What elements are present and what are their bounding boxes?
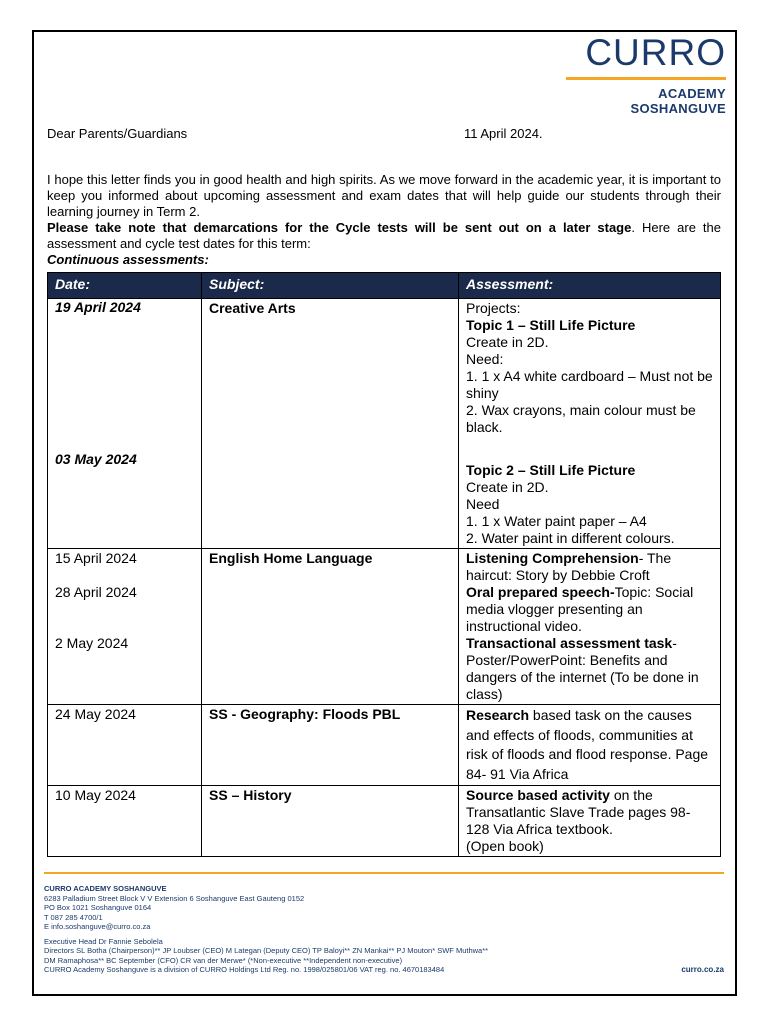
header-subject: Subject: bbox=[202, 273, 459, 299]
footer-email: E info.soshanguve@curro.co.za bbox=[44, 922, 151, 931]
footer-divider bbox=[44, 872, 724, 874]
row-assessment-cell bbox=[459, 705, 721, 786]
assessment-line: Topic 2 – Still Life Picture bbox=[466, 462, 636, 478]
row-date-cell: 24 May 2024 bbox=[48, 705, 202, 786]
intro-paragraph: I hope this letter finds you in good health and high spirits. As we move forward in the academic year, it is important to keep you informed about upcoming assessment and exam dates that will help guide our students through their learning journey in Term 2. bbox=[47, 172, 721, 219]
assessment-line: Topic 1 – Still Life Picture bbox=[466, 317, 636, 333]
table-row bbox=[48, 705, 721, 786]
letter-date: 11 April 2024. bbox=[464, 126, 543, 141]
logo-wordmark: CURRO bbox=[585, 32, 726, 73]
date-spacer bbox=[55, 618, 194, 635]
assessment-text: on the Transatlantic Slave Trade pages 98-128 Via Africa textbook. bbox=[466, 787, 691, 837]
footer-directors-cont: DM Ramaphosa** BC September (CFO) CR van der Merwe* (*Non-executive **Independent non-executive) bbox=[44, 955, 403, 965]
assessment-line bbox=[466, 550, 713, 584]
assessment-text: Topic: Social media vlogger presenting an instructional video. bbox=[466, 584, 694, 634]
row-assessment-cell bbox=[459, 299, 721, 549]
assessment-line: Projects: bbox=[466, 300, 521, 316]
table-row bbox=[48, 786, 721, 857]
assessment-line bbox=[466, 635, 713, 703]
assessment-bold: Transactional assessment task bbox=[466, 635, 673, 651]
date-entry: 03 May 2024 bbox=[55, 451, 137, 467]
assessment-text: based task on the causes and effects of floods, communities at risk of floods and flood response. Page 84- 91 Via Africa bbox=[466, 707, 709, 782]
assessment-line: Create in 2D. bbox=[466, 479, 549, 495]
note-rest: . Here are the assessment and cycle test dates for this term: bbox=[47, 220, 721, 251]
assessment-table bbox=[47, 272, 721, 857]
assessment-bold: Source based activity bbox=[466, 787, 610, 803]
assessment-line: Create in 2D. bbox=[466, 334, 549, 350]
footer-title: CURRO ACADEMY SOSHANGUVE bbox=[44, 884, 167, 893]
row-date-cell bbox=[48, 299, 202, 549]
footer-po-box: PO Box 1021 Soshanguve 0164 bbox=[44, 903, 152, 912]
date-entry: 2 May 2024 bbox=[55, 635, 129, 651]
date-entry: 15 April 2024 bbox=[55, 550, 137, 566]
row-subject-cell: Creative Arts bbox=[202, 299, 459, 549]
assessment-line: 2. Wax crayons, main colour must be black. bbox=[466, 402, 696, 435]
logo-subtitle-campus: SOSHANGUVE bbox=[630, 101, 726, 116]
footer-website: curro.co.za bbox=[681, 965, 724, 974]
table-header-row bbox=[48, 273, 721, 299]
assessment-spacer bbox=[466, 436, 713, 462]
date-spacer bbox=[55, 601, 194, 618]
footer-telephone: T 087 285 4700/1 bbox=[44, 912, 103, 922]
curro-logo bbox=[566, 33, 726, 116]
table-row bbox=[48, 299, 721, 549]
date-entry: 19 April 2024 bbox=[55, 299, 141, 315]
assessment-text: - Poster/PowerPoint: Benefits and dangers of the internet (To be done in class) bbox=[466, 635, 699, 702]
note-bold: Please take note that demarcations for the Cycle tests will be sent out on a later stage bbox=[47, 220, 632, 235]
date-spacer bbox=[55, 567, 194, 584]
assessment-text: - The haircut: Story by Debbie Croft bbox=[466, 550, 672, 583]
footer bbox=[44, 884, 724, 975]
row-subject-cell: SS - Geography: Floods PBL bbox=[202, 705, 459, 786]
row-subject-cell: SS – History bbox=[202, 786, 459, 857]
date-spacer bbox=[55, 316, 194, 451]
footer-executive-head: Executive Head Dr Fannie Sebolela bbox=[44, 936, 163, 946]
date-entry: 28 April 2024 bbox=[55, 584, 137, 600]
assessment-line: 1. 1 x Water paint paper – A4 bbox=[466, 513, 647, 529]
logo-underline bbox=[566, 77, 726, 80]
table-row bbox=[48, 549, 721, 705]
row-subject-cell: English Home Language bbox=[202, 549, 459, 705]
footer-directors: Directors SL Botha (Chairperson)** JP Loubser (CEO) M Lategan (Deputy CEO) TP Baloyi** ZN Mankai** PJ Mouton* SWF Muthwa** bbox=[44, 946, 489, 955]
row-date-cell bbox=[48, 549, 202, 705]
assessment-line: Need: bbox=[466, 351, 504, 367]
assessment-line bbox=[466, 787, 713, 838]
assessment-bold: Research bbox=[466, 707, 530, 723]
assessment-bold: Oral prepared speech- bbox=[466, 584, 615, 600]
footer-division: CURRO Academy Soshanguve is a division of CURRO Holdings Ltd Reg. no. 1998/025801/06 VAT reg. no. 4670183484 bbox=[44, 965, 445, 974]
assessment-line: 1. 1 x A4 white cardboard – Must not be shiny bbox=[466, 368, 713, 401]
assessment-line: (Open book) bbox=[466, 838, 544, 854]
header-date: Date: bbox=[48, 273, 202, 299]
greeting: Dear Parents/Guardians bbox=[47, 126, 188, 141]
continuous-assessments-heading: Continuous assessments: bbox=[47, 252, 209, 267]
row-assessment-cell bbox=[459, 549, 721, 705]
assessment-line: 2. Water paint in different colours. bbox=[466, 530, 675, 546]
row-date-cell: 10 May 2024 bbox=[48, 786, 202, 857]
logo-subtitle-academy: ACADEMY bbox=[658, 86, 726, 101]
header-assessment: Assessment: bbox=[459, 273, 721, 299]
note-paragraph bbox=[47, 220, 721, 252]
assessment-line bbox=[466, 584, 713, 635]
letter-intro bbox=[47, 172, 721, 268]
footer-address: 6283 Palladium Street Block V V Extension 6 Soshanguve East Gauteng 0152 bbox=[44, 893, 305, 903]
assessment-line: Need bbox=[466, 496, 500, 512]
assessment-bold: Listening Comprehension bbox=[466, 550, 639, 566]
row-assessment-cell bbox=[459, 786, 721, 857]
